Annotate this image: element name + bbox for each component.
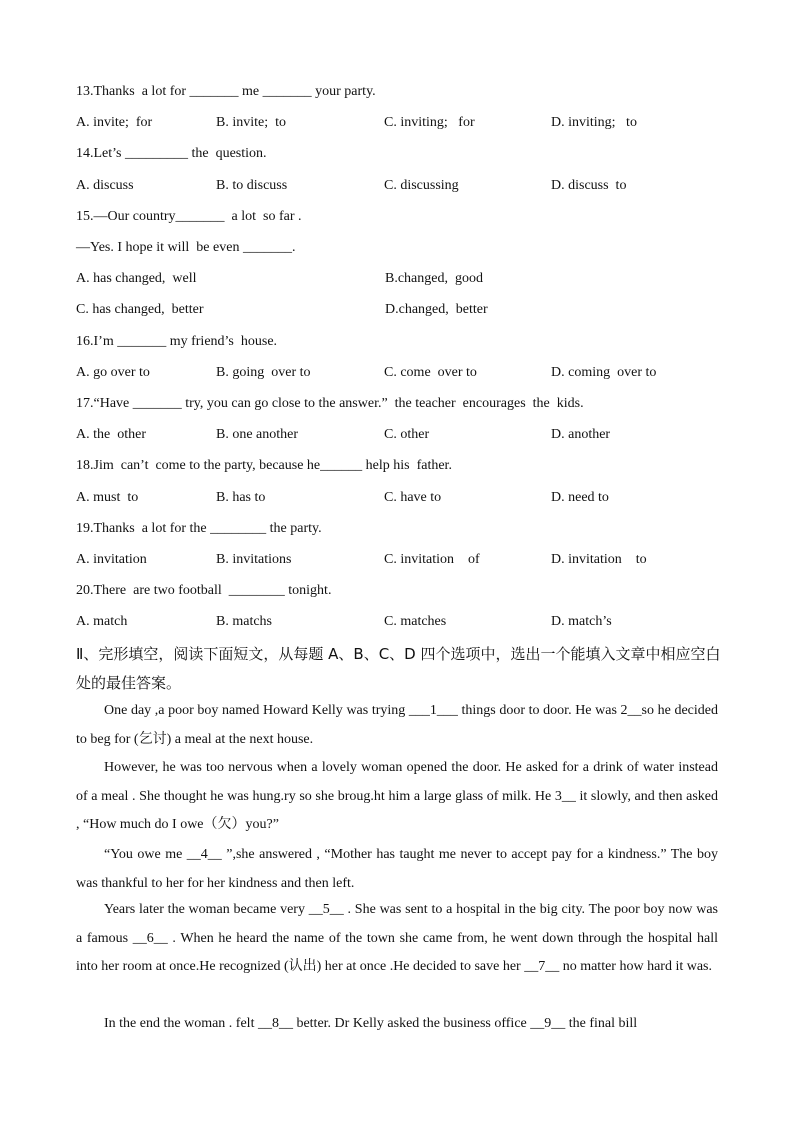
- question-19-option-c: C. invitation of: [384, 552, 480, 567]
- question-16-option-b: B. going over to: [216, 365, 311, 380]
- question-17-option-a: A. the other: [76, 427, 146, 442]
- question-13-option-c: C. inviting; for: [384, 115, 475, 130]
- question-20-option-b: B. matchs: [216, 614, 272, 629]
- question-18-option-c: C. have to: [384, 490, 442, 505]
- passage-paragraph-5: In the end the woman . felt __8__ better. Dr Kelly asked the business office __9__ the final bill: [104, 1016, 638, 1031]
- question-16-option-c: C. come over to: [384, 365, 477, 380]
- question-18-stem: 18.Jim can’t come to the party, because he______ help his father.: [76, 458, 452, 473]
- question-14-option-d: D. discuss to: [551, 178, 627, 193]
- question-20-option-c: C. matches: [384, 614, 447, 629]
- passage-paragraph-3: “You owe me __4__ ”,she answered , “Mother has taught me never to accept pay for a kindness.” The boy was thankful to her for her kindness and then left.: [76, 847, 718, 891]
- question-19-stem: 19.Thanks a lot for the ________ the party.: [76, 521, 322, 536]
- question-20-option-d: D. match’s: [551, 614, 612, 629]
- question-15-stem: 15.—Our country_______ a lot so far .: [76, 209, 302, 224]
- question-13-option-a: A. invite; for: [76, 115, 153, 130]
- question-19-option-a: A. invitation: [76, 552, 147, 567]
- question-17-option-d: D. another: [551, 427, 611, 442]
- question-14-option-c: C. discussing: [384, 178, 459, 193]
- question-15-stem-reply: —Yes. I hope it will be even _______.: [76, 240, 296, 255]
- question-15-option-c: C. has changed, better: [76, 302, 204, 317]
- passage-paragraph-1: One day ,a poor boy named Howard Kelly was trying ___1___ things door to door. He was 2__so he decided to beg for (乞讨) a meal at the next house.: [76, 703, 718, 747]
- question-13-option-d: D. inviting; to: [551, 115, 637, 130]
- question-17-option-c: C. other: [384, 427, 430, 442]
- question-14-option-b: B. to discuss: [216, 178, 288, 193]
- question-16-option-a: A. go over to: [76, 365, 150, 380]
- question-19-option-d: D. invitation to: [551, 552, 647, 567]
- question-16-stem: 16.I’m _______ my friend’s house.: [76, 334, 278, 349]
- question-15-option-b: B.changed, good: [385, 271, 483, 286]
- question-14-stem: 14.Let’s _________ the question.: [76, 146, 267, 161]
- question-20-option-a: A. match: [76, 614, 128, 629]
- question-18-option-d: D. need to: [551, 490, 609, 505]
- section-2-heading: Ⅱ、完形填空，阅读下面短文，从每题 A、B、C、D 四个选项中，选出一个能填入文章中相应空白处的最佳答案。: [76, 645, 721, 692]
- question-18-option-a: A. must to: [76, 490, 139, 505]
- question-16-option-d: D. coming over to: [551, 365, 657, 380]
- question-15-option-d: D.changed, better: [385, 302, 488, 317]
- question-15-option-a: A. has changed, well: [76, 271, 197, 286]
- passage-paragraph-2: However, he was too nervous when a lovely woman opened the door. He asked for a drink of water instead of a meal . She thought he was hung.ry so she broug.ht him a large glass of milk. He 3__ it slowly, and then asked , “How much do I owe（欠）you?”: [76, 760, 718, 832]
- question-14-option-a: A. discuss: [76, 178, 134, 193]
- question-20-stem: 20.There are two football ________ tonight.: [76, 583, 332, 598]
- question-17-stem: 17.“Have _______ try, you can go close to the answer.” the teacher encourages the kids.: [76, 396, 584, 411]
- question-19-option-b: B. invitations: [216, 552, 292, 567]
- question-13-stem: 13.Thanks a lot for _______ me _______ your party.: [76, 84, 376, 99]
- question-13-option-b: B. invite; to: [216, 115, 286, 130]
- question-17-option-b: B. one another: [216, 427, 299, 442]
- question-18-option-b: B. has to: [216, 490, 266, 505]
- passage-paragraph-4: Years later the woman became very __5__ . She was sent to a hospital in the big city. The poor boy now was a famous __6__ . When he heard the name of the town she came from, he went down through the hospital hall into her room at once.He recognized (认出) her at once .He decided to save her __7__ no matter how hard it was.: [76, 902, 718, 974]
